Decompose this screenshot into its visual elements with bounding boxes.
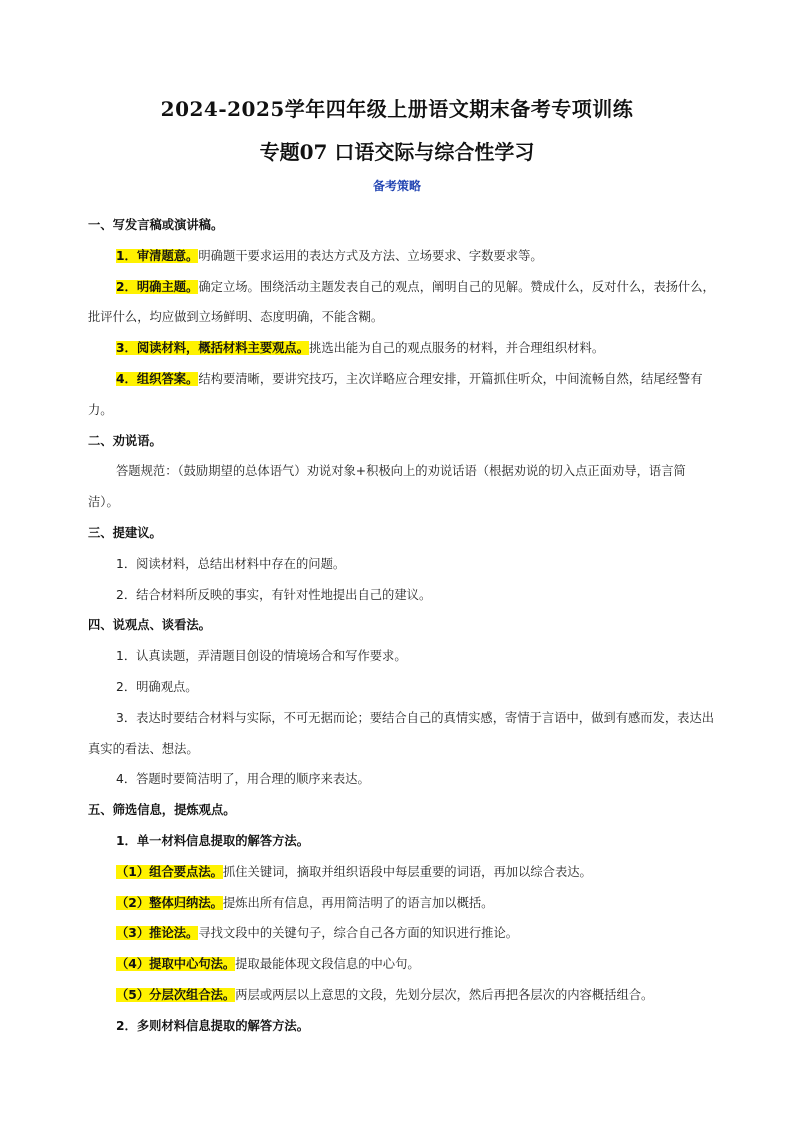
list-item xyxy=(88,857,716,888)
section-heading-4: 四、说观点、谈看法。 xyxy=(88,618,211,633)
list-item xyxy=(88,888,716,919)
item-text: 抓住关键词，摘取并组织语段中每层重要的词语，再加以综合表达。 xyxy=(222,864,592,879)
item-text: 提取最能体现文段信息的中心句。 xyxy=(235,957,420,972)
list-item: 3．表达时要结合材料与实际，不可无据而论；要结合自己的真情实感，寄情于言语中，做到有感而发，表达出真实的看法、想法。 xyxy=(88,710,715,756)
highlight-term: 4．组织答案。 xyxy=(116,371,199,386)
list-item: 2．明确观点。 xyxy=(116,679,198,694)
section-heading-3: 三、提建议。 xyxy=(88,525,162,540)
sub-heading: 2．多则材料信息提取的解答方法。 xyxy=(116,1018,310,1033)
list-item xyxy=(88,272,716,334)
document-body xyxy=(88,210,716,1042)
item-text: 寻找文段中的关键句子，综合自己各方面的知识进行推论。 xyxy=(198,926,519,941)
section-heading-1: 一、写发言稿或演讲稿。 xyxy=(88,218,224,232)
item-text: 提炼出所有信息，再用简洁明了的语言加以概括。 xyxy=(222,895,494,910)
list-item xyxy=(88,980,716,1011)
list-item xyxy=(88,333,716,364)
section-subtitle: 备考策略 xyxy=(372,179,421,193)
list-item: 1．认真读题，弄清题目创设的情境场合和写作要求。 xyxy=(116,649,407,664)
list-item: 2．结合材料所反映的事实，有针对性地提出自己的建议。 xyxy=(116,587,432,602)
item-text: 明确题干要求运用的表达方式及方法、立场要求、字数要求等。 xyxy=(198,248,543,263)
list-item xyxy=(88,949,716,980)
highlight-term: （4）提取中心句法。 xyxy=(116,957,236,972)
highlight-term: （2）整体归纳法。 xyxy=(116,895,223,910)
highlight-term: 3．阅读材料，概括材料主要观点。 xyxy=(116,341,310,356)
list-item: 4．答题时要简洁明了，用合理的顺序来表达。 xyxy=(116,772,370,787)
paragraph: 答题规范：（鼓励期望的总体语气）劝说对象+积极向上的劝说话语（根据劝说的切入点正面劝导，语言简洁）。 xyxy=(88,464,686,510)
highlight-term: （3）推论法。 xyxy=(116,926,199,941)
item-text: 两层或两层以上意思的文段，先划分层次，然后再把各层次的内容概括组合。 xyxy=(235,987,654,1002)
highlight-term: （1）组合要点法。 xyxy=(116,864,223,879)
highlight-term: （5）分层次组合法。 xyxy=(116,987,236,1002)
topic-title: 专题07 口语交际与综合性学习 xyxy=(259,140,535,164)
item-text: 挑选出能为自己的观点服务的材料，并合理组织材料。 xyxy=(309,341,605,356)
list-item xyxy=(88,364,716,426)
list-item xyxy=(88,918,716,949)
highlight-term: 2．明确主题。 xyxy=(116,279,199,294)
item-text: 确定立场。围绕活动主题发表自己的观点，阐明自己的见解。赞成什么，反对什么，表扬什么，批评什么，均应做到立场鲜明、态度明确，不能含糊。 xyxy=(88,279,715,325)
list-item: 1．阅读材料，总结出材料中存在的问题。 xyxy=(116,556,346,571)
document-title: 2024-2025学年四年级上册语文期末备考专项训练 xyxy=(160,97,634,121)
list-item xyxy=(88,241,716,272)
section-heading-5: 五、筛选信息，提炼观点。 xyxy=(88,803,236,818)
highlight-term: 1．审清题意。 xyxy=(116,248,199,263)
item-text: 结构要清晰，要讲究技巧，主次详略应合理安排，开篇抓住听众，中间流畅自然，结尾经警有力。 xyxy=(88,371,703,417)
section-heading-2: 二、劝说语。 xyxy=(88,433,162,448)
sub-heading: 1．单一材料信息提取的解答方法。 xyxy=(116,833,310,848)
